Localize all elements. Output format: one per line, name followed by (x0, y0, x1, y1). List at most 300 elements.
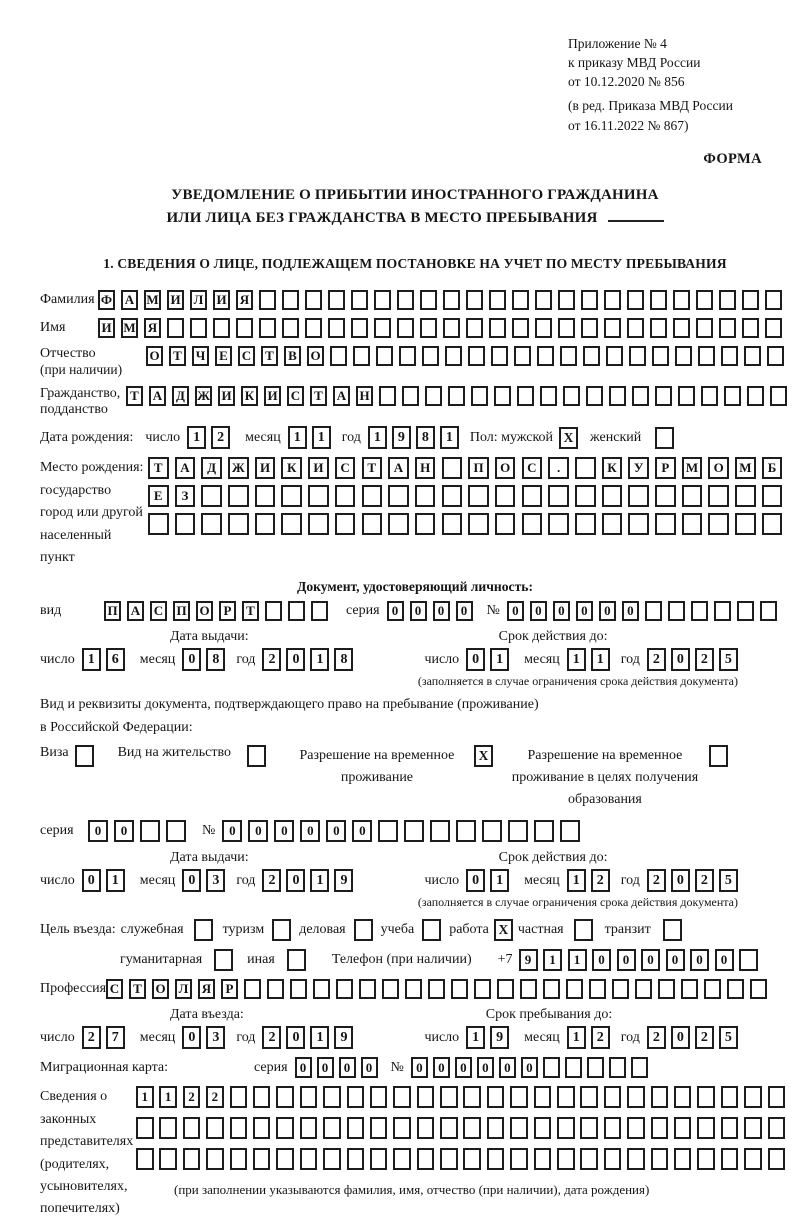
form-cell[interactable]: Т (261, 346, 278, 366)
form-cell[interactable]: 1 (490, 648, 509, 671)
form-cell[interactable] (604, 318, 621, 338)
form-cell[interactable]: М (682, 457, 703, 479)
form-cell[interactable]: С (522, 457, 543, 479)
form-cell[interactable] (575, 513, 596, 535)
form-cell[interactable] (744, 1086, 762, 1108)
form-cell[interactable]: 1 (591, 648, 610, 671)
form-cell[interactable]: 3 (206, 869, 225, 892)
form-cell[interactable] (456, 820, 476, 842)
form-cell[interactable]: 2 (206, 1086, 224, 1108)
form-cell[interactable] (425, 386, 442, 406)
form-cell[interactable]: 1 (567, 869, 586, 892)
form-cell[interactable]: 0 (599, 601, 616, 621)
form-cell[interactable]: 5 (719, 1026, 738, 1049)
form-cell[interactable] (508, 820, 528, 842)
form-cell[interactable] (353, 346, 370, 366)
form-cell[interactable] (517, 386, 534, 406)
form-cell[interactable] (735, 485, 756, 507)
form-cell[interactable]: 0 (300, 820, 320, 842)
form-cell[interactable]: 1 (368, 426, 387, 449)
form-cell[interactable]: 2 (695, 869, 714, 892)
form-cell[interactable] (148, 513, 169, 535)
form-cell[interactable] (201, 513, 222, 535)
form-cell[interactable] (471, 386, 488, 406)
form-cell[interactable] (463, 1117, 481, 1139)
form-cell[interactable] (744, 346, 761, 366)
form-cell[interactable] (650, 318, 667, 338)
form-cell[interactable] (627, 1117, 645, 1139)
purpose-study-checkbox[interactable] (422, 919, 441, 941)
form-cell[interactable] (742, 290, 759, 310)
form-cell[interactable] (422, 346, 439, 366)
form-cell[interactable] (347, 1117, 365, 1139)
form-cell[interactable] (159, 1117, 177, 1139)
residence-permit-checkbox[interactable] (247, 745, 266, 767)
form-cell[interactable]: С (335, 457, 356, 479)
form-cell[interactable]: 0 (317, 1057, 334, 1078)
form-cell[interactable] (739, 949, 758, 971)
form-cell[interactable] (628, 485, 649, 507)
form-cell[interactable] (442, 513, 463, 535)
form-cell[interactable] (655, 386, 672, 406)
form-cell[interactable]: 1 (106, 869, 125, 892)
form-cell[interactable]: 1 (136, 1086, 154, 1108)
form-cell[interactable] (735, 513, 756, 535)
form-cell[interactable] (393, 1086, 411, 1108)
form-cell[interactable]: В (284, 346, 301, 366)
form-cell[interactable] (489, 290, 506, 310)
form-cell[interactable]: Б (762, 457, 783, 479)
form-cell[interactable] (495, 485, 516, 507)
form-cell[interactable]: 1 (543, 949, 562, 971)
form-cell[interactable] (543, 979, 560, 999)
form-cell[interactable] (443, 318, 460, 338)
form-cell[interactable] (335, 513, 356, 535)
form-cell[interactable]: Е (215, 346, 232, 366)
form-cell[interactable] (708, 513, 729, 535)
form-cell[interactable] (627, 318, 644, 338)
form-cell[interactable] (697, 1117, 715, 1139)
purpose-tourism-checkbox[interactable] (272, 919, 291, 941)
form-cell[interactable]: 2 (591, 869, 610, 892)
form-cell[interactable] (540, 386, 557, 406)
form-cell[interactable] (259, 290, 276, 310)
form-cell[interactable] (166, 820, 186, 842)
form-cell[interactable] (627, 1086, 645, 1108)
form-cell[interactable] (697, 1148, 715, 1170)
form-cell[interactable]: 2 (647, 648, 666, 671)
form-cell[interactable]: 2 (591, 1026, 610, 1049)
form-cell[interactable]: 1 (288, 426, 307, 449)
form-cell[interactable] (558, 290, 575, 310)
form-cell[interactable] (682, 513, 703, 535)
form-cell[interactable] (468, 513, 489, 535)
form-cell[interactable]: Д (201, 457, 222, 479)
form-cell[interactable] (451, 979, 468, 999)
form-cell[interactable] (557, 1117, 575, 1139)
visa-checkbox[interactable] (75, 745, 94, 767)
form-cell[interactable] (265, 601, 282, 621)
form-cell[interactable] (482, 820, 502, 842)
form-cell[interactable] (602, 485, 623, 507)
form-cell[interactable] (300, 1148, 318, 1170)
form-cell[interactable] (566, 979, 583, 999)
form-cell[interactable] (765, 318, 782, 338)
form-cell[interactable] (708, 485, 729, 507)
form-cell[interactable]: 0 (295, 1057, 312, 1078)
form-cell[interactable]: 0 (411, 1057, 428, 1078)
form-cell[interactable]: 1 (310, 1026, 329, 1049)
form-cell[interactable]: 9 (490, 1026, 509, 1049)
form-cell[interactable] (768, 1117, 786, 1139)
form-cell[interactable] (742, 318, 759, 338)
form-cell[interactable] (440, 1117, 458, 1139)
form-cell[interactable]: 8 (206, 648, 225, 671)
form-cell[interactable]: 9 (392, 426, 411, 449)
form-cell[interactable] (276, 1117, 294, 1139)
form-cell[interactable] (581, 290, 598, 310)
form-cell[interactable]: И (98, 318, 115, 338)
purpose-official-checkbox[interactable] (194, 919, 213, 941)
form-cell[interactable] (305, 290, 322, 310)
form-cell[interactable] (747, 386, 764, 406)
form-cell[interactable] (255, 513, 276, 535)
form-cell[interactable] (388, 513, 409, 535)
form-cell[interactable]: Т (362, 457, 383, 479)
form-cell[interactable]: 0 (274, 820, 294, 842)
form-cell[interactable]: Н (415, 457, 436, 479)
form-cell[interactable] (448, 386, 465, 406)
form-cell[interactable] (580, 1086, 598, 1108)
form-cell[interactable]: 1 (568, 949, 587, 971)
form-cell[interactable] (674, 1148, 692, 1170)
form-cell[interactable] (382, 979, 399, 999)
form-cell[interactable] (557, 1148, 575, 1170)
form-cell[interactable] (399, 346, 416, 366)
form-cell[interactable] (415, 485, 436, 507)
form-cell[interactable] (136, 1117, 154, 1139)
form-cell[interactable]: 0 (521, 1057, 538, 1078)
form-cell[interactable] (351, 290, 368, 310)
form-cell[interactable]: 0 (456, 601, 473, 621)
form-cell[interactable]: И (213, 290, 230, 310)
form-cell[interactable]: 1 (159, 1086, 177, 1108)
form-cell[interactable]: 1 (466, 1026, 485, 1049)
form-cell[interactable] (487, 1086, 505, 1108)
form-cell[interactable] (167, 318, 184, 338)
form-cell[interactable] (522, 485, 543, 507)
form-cell[interactable] (673, 290, 690, 310)
form-cell[interactable]: А (388, 457, 409, 479)
form-cell[interactable]: И (255, 457, 276, 479)
form-cell[interactable] (581, 318, 598, 338)
form-cell[interactable] (494, 386, 511, 406)
form-cell[interactable]: М (735, 457, 756, 479)
form-cell[interactable] (651, 1117, 669, 1139)
purpose-business-checkbox[interactable] (354, 919, 373, 941)
form-cell[interactable]: 9 (334, 869, 353, 892)
form-cell[interactable] (376, 346, 393, 366)
form-cell[interactable] (282, 318, 299, 338)
form-cell[interactable]: 0 (499, 1057, 516, 1078)
form-cell[interactable] (445, 346, 462, 366)
form-cell[interactable] (560, 820, 580, 842)
form-cell[interactable] (697, 1086, 715, 1108)
form-cell[interactable] (612, 979, 629, 999)
form-cell[interactable] (417, 1086, 435, 1108)
form-cell[interactable] (557, 1086, 575, 1108)
form-cell[interactable]: Я (144, 318, 161, 338)
form-cell[interactable]: 0 (286, 869, 305, 892)
form-cell[interactable] (609, 1057, 626, 1078)
form-cell[interactable]: 0 (361, 1057, 378, 1078)
form-cell[interactable]: Т (129, 979, 146, 999)
form-cell[interactable] (190, 318, 207, 338)
form-cell[interactable] (244, 979, 261, 999)
form-cell[interactable] (370, 1148, 388, 1170)
form-cell[interactable] (609, 386, 626, 406)
male-checkbox[interactable]: X (559, 427, 578, 449)
form-cell[interactable] (586, 386, 603, 406)
form-cell[interactable] (580, 1117, 598, 1139)
form-cell[interactable]: 2 (82, 1026, 101, 1049)
form-cell[interactable]: 0 (352, 820, 372, 842)
purpose-other-checkbox[interactable] (287, 949, 306, 971)
form-cell[interactable] (489, 318, 506, 338)
form-cell[interactable] (468, 485, 489, 507)
form-cell[interactable] (308, 485, 329, 507)
form-cell[interactable] (673, 318, 690, 338)
form-cell[interactable] (466, 318, 483, 338)
form-cell[interactable]: И (167, 290, 184, 310)
form-cell[interactable] (744, 1148, 762, 1170)
form-cell[interactable]: 2 (262, 1026, 281, 1049)
form-cell[interactable] (430, 820, 450, 842)
form-cell[interactable] (415, 513, 436, 535)
form-cell[interactable] (512, 318, 529, 338)
form-cell[interactable] (631, 1057, 648, 1078)
form-cell[interactable] (487, 1117, 505, 1139)
form-cell[interactable] (543, 1057, 560, 1078)
form-cell[interactable]: 2 (647, 869, 666, 892)
form-cell[interactable] (655, 485, 676, 507)
form-cell[interactable] (393, 1117, 411, 1139)
form-cell[interactable] (336, 979, 353, 999)
form-cell[interactable] (604, 1086, 622, 1108)
form-cell[interactable] (535, 318, 552, 338)
form-cell[interactable]: 0 (88, 820, 108, 842)
form-cell[interactable] (627, 290, 644, 310)
form-cell[interactable]: О (708, 457, 729, 479)
form-cell[interactable]: С (150, 601, 167, 621)
form-cell[interactable] (159, 1148, 177, 1170)
form-cell[interactable] (580, 1148, 598, 1170)
form-cell[interactable] (658, 979, 675, 999)
form-cell[interactable] (719, 290, 736, 310)
form-cell[interactable]: Ж (195, 386, 212, 406)
form-cell[interactable]: М (121, 318, 138, 338)
form-cell[interactable] (767, 346, 784, 366)
form-cell[interactable] (313, 979, 330, 999)
form-cell[interactable] (534, 1117, 552, 1139)
form-cell[interactable]: 6 (106, 648, 125, 671)
form-cell[interactable]: Е (148, 485, 169, 507)
form-cell[interactable] (183, 1117, 201, 1139)
form-cell[interactable] (548, 485, 569, 507)
form-cell[interactable] (397, 318, 414, 338)
form-cell[interactable] (602, 513, 623, 535)
form-cell[interactable] (696, 318, 713, 338)
form-cell[interactable] (645, 601, 662, 621)
form-cell[interactable] (534, 1148, 552, 1170)
form-cell[interactable] (404, 820, 424, 842)
form-cell[interactable] (442, 485, 463, 507)
form-cell[interactable] (397, 290, 414, 310)
form-cell[interactable]: 0 (592, 949, 611, 971)
form-cell[interactable] (714, 601, 731, 621)
form-cell[interactable] (724, 386, 741, 406)
form-cell[interactable] (682, 485, 703, 507)
form-cell[interactable]: 1 (310, 648, 329, 671)
form-cell[interactable] (374, 290, 391, 310)
form-cell[interactable] (323, 1117, 341, 1139)
form-cell[interactable] (347, 1148, 365, 1170)
form-cell[interactable] (604, 1148, 622, 1170)
form-cell[interactable] (721, 346, 738, 366)
form-cell[interactable]: 0 (182, 869, 201, 892)
form-cell[interactable]: 9 (334, 1026, 353, 1049)
form-cell[interactable] (259, 318, 276, 338)
form-cell[interactable] (308, 513, 329, 535)
form-cell[interactable] (606, 346, 623, 366)
form-cell[interactable]: 2 (695, 1026, 714, 1049)
form-cell[interactable]: 0 (576, 601, 593, 621)
form-cell[interactable] (560, 346, 577, 366)
form-cell[interactable]: 2 (262, 648, 281, 671)
form-cell[interactable] (744, 1117, 762, 1139)
form-cell[interactable] (510, 1148, 528, 1170)
form-cell[interactable]: Н (356, 386, 373, 406)
form-cell[interactable]: 5 (719, 869, 738, 892)
form-cell[interactable]: 0 (182, 648, 201, 671)
form-cell[interactable]: 0 (507, 601, 524, 621)
form-cell[interactable] (587, 1057, 604, 1078)
form-cell[interactable] (282, 290, 299, 310)
form-cell[interactable] (206, 1148, 224, 1170)
form-cell[interactable] (495, 513, 516, 535)
form-cell[interactable] (402, 386, 419, 406)
form-cell[interactable] (627, 1148, 645, 1170)
form-cell[interactable] (359, 979, 376, 999)
form-cell[interactable] (311, 601, 328, 621)
form-cell[interactable]: 0 (622, 601, 639, 621)
purpose-work-checkbox[interactable]: X (494, 919, 513, 941)
form-cell[interactable] (347, 1086, 365, 1108)
form-cell[interactable]: 0 (433, 601, 450, 621)
form-cell[interactable]: И (264, 386, 281, 406)
form-cell[interactable]: Я (198, 979, 215, 999)
form-cell[interactable] (330, 346, 347, 366)
form-cell[interactable]: Д (172, 386, 189, 406)
form-cell[interactable]: 8 (416, 426, 435, 449)
form-cell[interactable] (228, 513, 249, 535)
form-cell[interactable] (575, 457, 596, 479)
form-cell[interactable] (281, 485, 302, 507)
form-cell[interactable] (491, 346, 508, 366)
purpose-private-checkbox[interactable] (574, 919, 593, 941)
form-cell[interactable] (770, 386, 787, 406)
form-cell[interactable]: 0 (114, 820, 134, 842)
form-cell[interactable] (765, 290, 782, 310)
form-cell[interactable] (440, 1148, 458, 1170)
form-cell[interactable]: С (238, 346, 255, 366)
form-cell[interactable]: С (287, 386, 304, 406)
form-cell[interactable] (443, 290, 460, 310)
form-cell[interactable]: 0 (617, 949, 636, 971)
form-cell[interactable]: 0 (530, 601, 547, 621)
form-cell[interactable] (727, 979, 744, 999)
form-cell[interactable] (537, 346, 554, 366)
form-cell[interactable] (512, 290, 529, 310)
form-cell[interactable]: Ж (228, 457, 249, 479)
form-cell[interactable]: 0 (286, 648, 305, 671)
form-cell[interactable]: 1 (490, 869, 509, 892)
form-cell[interactable]: 0 (671, 869, 690, 892)
form-cell[interactable] (737, 601, 754, 621)
form-cell[interactable]: П (173, 601, 190, 621)
form-cell[interactable]: 1 (567, 1026, 586, 1049)
form-cell[interactable] (417, 1117, 435, 1139)
form-cell[interactable]: Л (175, 979, 192, 999)
form-cell[interactable] (183, 1148, 201, 1170)
form-cell[interactable] (300, 1117, 318, 1139)
form-cell[interactable] (675, 346, 692, 366)
form-cell[interactable]: З (175, 485, 196, 507)
form-cell[interactable]: П (104, 601, 121, 621)
form-cell[interactable]: Р (219, 601, 236, 621)
female-checkbox[interactable] (655, 427, 674, 449)
form-cell[interactable]: 0 (466, 869, 485, 892)
form-cell[interactable] (428, 979, 445, 999)
form-cell[interactable] (140, 820, 160, 842)
temp-residence-education-checkbox[interactable] (709, 745, 728, 767)
form-cell[interactable]: 0 (641, 949, 660, 971)
form-cell[interactable]: Т (148, 457, 169, 479)
form-cell[interactable] (323, 1086, 341, 1108)
form-cell[interactable] (721, 1148, 739, 1170)
form-cell[interactable]: Л (190, 290, 207, 310)
form-cell[interactable]: 0 (553, 601, 570, 621)
form-cell[interactable]: А (149, 386, 166, 406)
form-cell[interactable] (253, 1117, 271, 1139)
form-cell[interactable] (228, 485, 249, 507)
form-cell[interactable] (721, 1117, 739, 1139)
form-cell[interactable] (230, 1117, 248, 1139)
form-cell[interactable] (558, 318, 575, 338)
form-cell[interactable]: 0 (410, 601, 427, 621)
form-cell[interactable] (497, 979, 514, 999)
form-cell[interactable]: 2 (262, 869, 281, 892)
form-cell[interactable] (563, 386, 580, 406)
form-cell[interactable] (604, 1117, 622, 1139)
form-cell[interactable]: 0 (455, 1057, 472, 1078)
form-cell[interactable]: 9 (519, 949, 538, 971)
form-cell[interactable]: А (121, 290, 138, 310)
form-cell[interactable] (463, 1148, 481, 1170)
form-cell[interactable]: Т (169, 346, 186, 366)
form-cell[interactable]: Р (221, 979, 238, 999)
form-cell[interactable]: 5 (719, 648, 738, 671)
